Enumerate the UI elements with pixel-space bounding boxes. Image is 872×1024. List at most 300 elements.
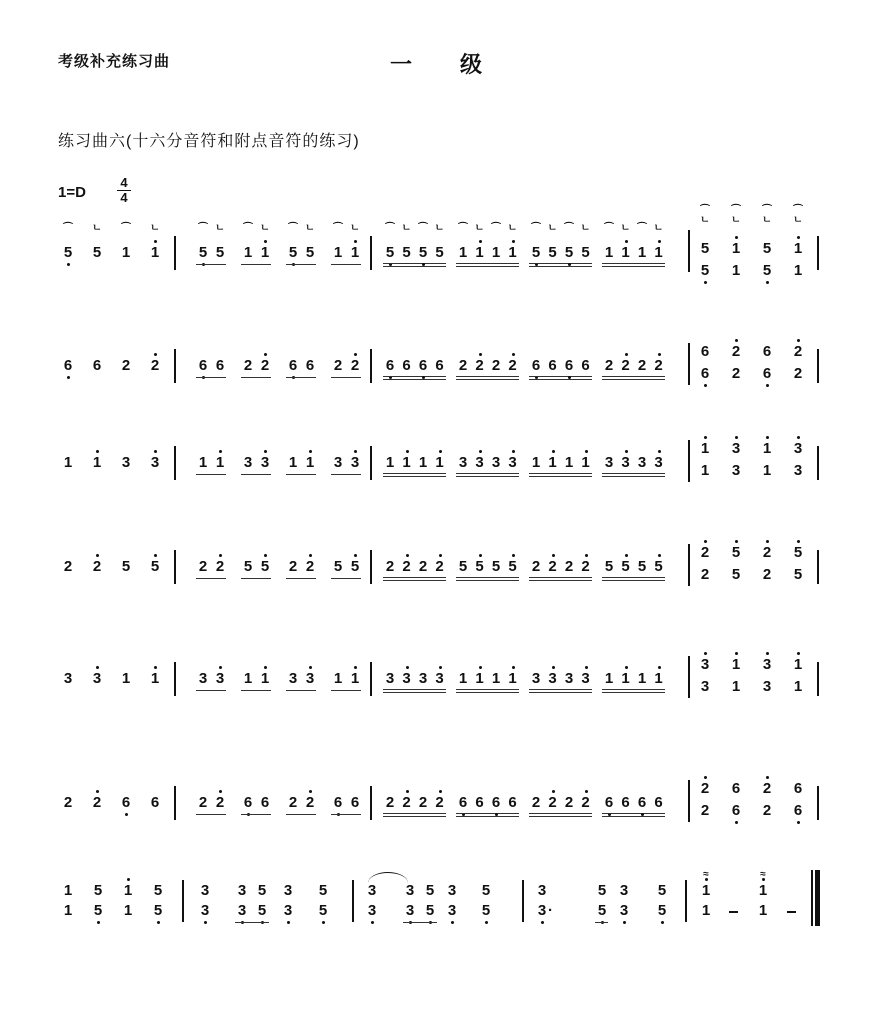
double-stop-lower: 2 xyxy=(762,566,772,583)
sixteenth-beam-2 xyxy=(529,580,592,581)
high-octave-dot xyxy=(766,776,769,779)
upper-voice-note: 5 xyxy=(153,882,163,899)
pluck-ornament-icon: ㄴ xyxy=(150,223,160,234)
high-octave-dot xyxy=(479,240,482,243)
sixteenth-beam-2 xyxy=(383,580,446,581)
pluck-ornament-icon: ㄴ xyxy=(474,223,485,234)
low-octave-dot xyxy=(371,921,374,924)
high-octave-dot xyxy=(354,240,357,243)
eighth-note: 1 xyxy=(198,454,208,471)
tie-arc xyxy=(368,872,408,883)
eighth-note: 2 xyxy=(288,558,298,575)
sixteenth-beam-2 xyxy=(383,692,446,693)
sixteenth-note: 2 xyxy=(458,357,468,374)
high-octave-dot xyxy=(309,666,312,669)
eighth-note: 1 xyxy=(243,244,253,261)
eighth-beam xyxy=(196,814,226,815)
quarter-note: 5 xyxy=(62,244,74,262)
high-octave-dot xyxy=(735,339,738,342)
sixteenth-beam-1 xyxy=(456,813,519,814)
high-octave-dot xyxy=(735,652,738,655)
double-stop-upper: 2 xyxy=(761,780,773,798)
high-octave-dot xyxy=(264,240,267,243)
bar-line xyxy=(817,349,819,383)
quarter-note: 1 xyxy=(121,244,131,261)
sixteenth-note: 2 xyxy=(547,794,559,812)
eighth-note: 2 xyxy=(333,357,343,374)
double-stop-upper: 5 xyxy=(762,240,772,257)
high-octave-dot xyxy=(552,450,555,453)
lower-voice-note: 5 xyxy=(480,902,492,920)
sixteenth-note: 2 xyxy=(604,357,614,374)
sixteenth-note: 5 xyxy=(653,558,665,576)
low-octave-dot xyxy=(766,384,769,387)
bar-line xyxy=(182,880,184,922)
bar-line xyxy=(817,446,819,480)
sixteenth-note: 2 xyxy=(564,558,574,575)
high-octave-dot xyxy=(512,240,515,243)
bar-line xyxy=(370,349,372,383)
bar-line xyxy=(688,780,690,822)
sixteenth-note: 1 xyxy=(620,670,632,688)
double-stop-upper: 1 xyxy=(730,656,742,674)
low-octave-dot xyxy=(495,813,498,816)
eighth-note: 1 xyxy=(214,454,226,472)
low-octave-dot xyxy=(766,281,769,284)
quarter-note: 2 xyxy=(121,357,131,374)
bar-line xyxy=(817,786,819,820)
sixteenth-note: 5 xyxy=(620,558,632,576)
sixteenth-note: 6 xyxy=(621,794,630,811)
hold-ornament-icon: ⌒ xyxy=(531,223,541,234)
double-stop-lower: 6 xyxy=(792,802,804,820)
lower-voice-note: 1 xyxy=(123,902,133,919)
quarter-note: 6 xyxy=(62,357,74,375)
low-octave-dot xyxy=(287,921,290,924)
high-octave-dot xyxy=(552,790,555,793)
eighth-note: 6 xyxy=(260,794,270,811)
sixteenth-note: 2 xyxy=(491,357,501,374)
high-octave-dot xyxy=(797,236,800,239)
sixteenth-beam-1 xyxy=(456,689,519,690)
bar-line xyxy=(370,786,372,820)
eighth-note: 5 xyxy=(259,558,271,576)
sixteenth-beam-2 xyxy=(602,476,665,477)
sixteenth-beam-1 xyxy=(602,813,665,814)
sixteenth-note: 3 xyxy=(653,454,665,472)
high-octave-dot xyxy=(552,666,555,669)
eighth-note: 6 xyxy=(197,357,209,375)
double-stop-lower: 1 xyxy=(700,462,710,479)
eighth-beam xyxy=(196,474,226,475)
high-octave-dot xyxy=(309,790,312,793)
bar-line xyxy=(688,656,690,698)
double-stop-lower: 3 xyxy=(793,462,803,479)
eighth-beam xyxy=(196,264,226,265)
sixteenth-note: 5 xyxy=(435,244,444,261)
sixteenth-note: 2 xyxy=(385,794,395,811)
upper-voice-note: 5 xyxy=(657,882,667,899)
lower-voice-note: 5 xyxy=(256,902,268,920)
double-stop-upper: 3 xyxy=(761,656,773,674)
high-octave-dot xyxy=(766,652,769,655)
hold-ornament-icon: ⌒ xyxy=(491,223,501,234)
double-stop-upper: 6 xyxy=(731,780,741,797)
sixteenth-note: 1 xyxy=(531,454,541,471)
high-octave-dot xyxy=(625,353,628,356)
bar-line xyxy=(688,230,690,272)
high-octave-dot xyxy=(797,652,800,655)
bar-line xyxy=(174,550,176,584)
sixteenth-beam-1 xyxy=(456,577,519,578)
quarter-note: 2 xyxy=(91,794,103,812)
low-octave-dot xyxy=(67,376,70,379)
upper-voice-note: 3 xyxy=(237,882,247,899)
eighth-beam xyxy=(196,690,226,691)
pluck-ornament-icon: ㄴ xyxy=(580,223,591,234)
high-octave-dot xyxy=(406,554,409,557)
low-octave-dot xyxy=(157,921,160,924)
lower-voice-note: 5 xyxy=(656,902,668,920)
sixteenth-beam-2 xyxy=(529,692,592,693)
double-stop-lower: 6 xyxy=(730,802,742,820)
sixteenth-beam-2 xyxy=(383,816,446,817)
tremolo-ornament-icon: ≈ xyxy=(760,869,766,880)
sixteenth-note: 3 xyxy=(491,454,501,471)
double-stop-lower: 2 xyxy=(762,802,772,819)
bar-line xyxy=(352,880,354,922)
sixteenth-note: 6 xyxy=(475,794,484,811)
eighth-note: 6 xyxy=(287,357,299,375)
sixteenth-note: 5 xyxy=(474,558,486,576)
sixteenth-note: 3 xyxy=(637,454,647,471)
eighth-note: 2 xyxy=(259,357,271,375)
double-stop-upper: 5 xyxy=(792,544,804,562)
double-stop-lower: 1 xyxy=(731,678,741,695)
eighth-beam xyxy=(403,922,437,923)
high-octave-dot xyxy=(127,878,130,881)
eighth-note: 1 xyxy=(349,670,361,688)
quarter-note: 3 xyxy=(149,454,161,472)
sixteenth-beam-1 xyxy=(602,263,665,264)
high-octave-dot xyxy=(354,450,357,453)
bar-line xyxy=(370,550,372,584)
sixteenth-beam-2 xyxy=(383,266,446,267)
eighth-note: 6 xyxy=(215,357,225,374)
upper-voice-note: 3 xyxy=(367,882,377,899)
pluck-ornament-icon: ㄴ xyxy=(653,223,664,234)
double-stop-lower: 5 xyxy=(699,262,711,280)
eighth-note: 1 xyxy=(288,454,298,471)
high-octave-dot xyxy=(439,790,442,793)
upper-voice-note: 3 xyxy=(619,882,629,899)
quarter-note: 1 xyxy=(91,454,103,472)
eighth-beam xyxy=(286,474,316,475)
double-stop-upper: 1 xyxy=(699,440,711,458)
sixteenth-note: 2 xyxy=(401,794,413,812)
high-octave-dot xyxy=(96,450,99,453)
sixteenth-note: 3 xyxy=(620,454,632,472)
double-stop-upper: 2 xyxy=(699,544,711,562)
sixteenth-note: 3 xyxy=(604,454,614,471)
eighth-beam xyxy=(331,814,361,815)
sixteenth-note: 2 xyxy=(401,558,413,576)
sixteenth-note: 2 xyxy=(637,357,647,374)
high-octave-dot xyxy=(658,554,661,557)
sixteenth-note: 1 xyxy=(620,244,632,262)
upper-voice-note: 5 xyxy=(481,882,491,899)
high-octave-dot xyxy=(735,236,738,239)
hold-ornament-icon: ⌒ xyxy=(564,223,574,234)
bar-line xyxy=(174,662,176,696)
upper-voice-note: 3 xyxy=(200,882,210,899)
bar-line xyxy=(174,786,176,820)
double-stop-lower: 5 xyxy=(761,262,773,280)
low-octave-dot xyxy=(568,263,571,266)
sixteenth-note: 2 xyxy=(385,558,395,575)
hold-pluck-ornament-icon: ⌒ㄴ xyxy=(731,205,741,226)
hold-ornament-icon: ⌒ xyxy=(63,223,73,234)
hold-pluck-ornament-icon: ⌒ㄴ xyxy=(762,205,772,226)
sixteenth-beam-2 xyxy=(456,816,519,817)
high-octave-dot xyxy=(439,450,442,453)
lower-voice-note: 5 xyxy=(596,902,608,920)
high-octave-dot xyxy=(479,450,482,453)
sixteenth-beam-1 xyxy=(456,473,519,474)
lower-voice-note: 3 xyxy=(446,902,458,920)
eighth-beam xyxy=(595,922,608,923)
sixteenth-note: 3 xyxy=(474,454,486,472)
sixteenth-note: 2 xyxy=(531,794,541,811)
upper-voice-note: 5 xyxy=(597,882,607,899)
eighth-note: 3 xyxy=(243,454,253,471)
high-octave-dot xyxy=(658,353,661,356)
bar-line xyxy=(174,446,176,480)
double-stop-lower: 2 xyxy=(700,566,710,583)
lower-voice-note: 1 xyxy=(63,902,73,919)
sixteenth-note: 5 xyxy=(458,558,468,575)
eighth-note: 2 xyxy=(214,558,226,576)
sixteenth-note: 1 xyxy=(434,454,446,472)
sixteenth-note: 6 xyxy=(636,794,648,812)
high-octave-dot xyxy=(96,666,99,669)
hold-ornament-icon: ⌒ xyxy=(198,223,208,234)
high-octave-dot xyxy=(154,666,157,669)
double-stop-upper: 2 xyxy=(792,343,804,361)
sixteenth-note: 2 xyxy=(580,794,592,812)
eighth-beam xyxy=(196,578,226,579)
high-octave-dot xyxy=(735,540,738,543)
hold-ornament-icon: ⌒ xyxy=(288,223,298,234)
eighth-note: 1 xyxy=(259,244,271,262)
low-octave-dot xyxy=(641,813,644,816)
low-octave-dot xyxy=(125,813,128,816)
double-stop-upper: 1 xyxy=(761,440,773,458)
double-stop-lower: 5 xyxy=(793,566,803,583)
pluck-ornament-icon: ㄴ xyxy=(401,223,412,234)
high-octave-dot xyxy=(354,666,357,669)
eighth-note: 5 xyxy=(197,244,209,262)
eighth-note: 6 xyxy=(305,357,315,374)
eighth-beam xyxy=(331,377,361,378)
high-octave-dot xyxy=(625,240,628,243)
double-stop-upper: 1 xyxy=(792,656,804,674)
eighth-note: 5 xyxy=(215,244,225,261)
sixteenth-note: 6 xyxy=(508,794,517,811)
double-stop-lower: 1 xyxy=(731,262,741,279)
pluck-ornament-icon: ㄴ xyxy=(350,223,360,234)
sixteenth-beam-1 xyxy=(529,376,592,377)
tremolo-ornament-icon: ≈ xyxy=(703,869,709,880)
high-octave-dot xyxy=(219,666,222,669)
eighth-beam xyxy=(286,578,316,579)
low-octave-dot xyxy=(204,921,207,924)
sixteenth-note: 1 xyxy=(580,454,592,472)
bar-line xyxy=(174,349,176,383)
eighth-note: 2 xyxy=(243,357,253,374)
hold-ornament-icon: ⌒ xyxy=(243,223,253,234)
sixteenth-beam-2 xyxy=(602,692,665,693)
high-octave-dot xyxy=(96,554,99,557)
sixteenth-beam-1 xyxy=(383,813,446,814)
sixteenth-beam-2 xyxy=(456,476,519,477)
eighth-beam xyxy=(331,578,361,579)
hold-ornament-icon: ⌒ xyxy=(385,223,395,234)
high-octave-dot xyxy=(309,554,312,557)
high-octave-dot xyxy=(406,666,409,669)
double-stop-upper: 2 xyxy=(699,780,711,798)
sixteenth-note: 2 xyxy=(418,794,428,811)
quarter-note: 1 xyxy=(149,244,161,262)
low-octave-dot xyxy=(541,921,544,924)
hold-ornament-icon: ⌒ xyxy=(121,223,131,234)
low-octave-dot xyxy=(422,263,425,266)
pluck-ornament-icon: ㄴ xyxy=(260,223,270,234)
upper-voice-note: 1 xyxy=(63,882,73,899)
eighth-beam xyxy=(241,814,271,815)
sixteenth-note: 6 xyxy=(490,794,502,812)
eighth-note: 1 xyxy=(243,670,253,687)
bar-line xyxy=(688,544,690,586)
high-octave-dot xyxy=(797,540,800,543)
high-octave-dot xyxy=(479,666,482,669)
hold-ornament-icon: ⌒ xyxy=(637,223,647,234)
double-stop-lower: 5 xyxy=(731,566,741,583)
sixteenth-note: 6 xyxy=(530,357,542,375)
sixteenth-beam-1 xyxy=(383,473,446,474)
sustain-dash xyxy=(729,911,738,913)
high-octave-dot xyxy=(96,790,99,793)
high-octave-dot xyxy=(552,554,555,557)
sixteenth-note: 1 xyxy=(385,454,395,471)
sixteenth-beam-2 xyxy=(456,692,519,693)
sixteenth-note: 1 xyxy=(401,454,413,472)
sixteenth-note: 1 xyxy=(491,670,501,687)
double-stop-upper: 5 xyxy=(700,240,710,257)
sixteenth-beam-2 xyxy=(602,379,665,380)
upper-voice-note: 3 xyxy=(447,882,457,899)
eighth-note: 2 xyxy=(288,794,298,811)
quarter-note: 6 xyxy=(150,794,160,811)
pluck-ornament-icon: ㄴ xyxy=(305,223,315,234)
eighth-note: 2 xyxy=(198,558,208,575)
sixteenth-beam-1 xyxy=(383,689,446,690)
time-denominator: 4 xyxy=(120,190,128,205)
double-stop-upper: 6 xyxy=(793,780,803,797)
high-octave-dot xyxy=(154,353,157,356)
eighth-note: 1 xyxy=(333,244,343,261)
sixteenth-beam-1 xyxy=(602,473,665,474)
sixteenth-beam-2 xyxy=(602,816,665,817)
time-numerator: 4 xyxy=(117,176,131,191)
eighth-note: 1 xyxy=(333,670,343,687)
high-octave-dot xyxy=(797,436,800,439)
sixteenth-note: 3 xyxy=(385,670,395,687)
high-octave-dot xyxy=(585,790,588,793)
quarter-note: 6 xyxy=(120,794,132,812)
sixteenth-note: 3 xyxy=(434,670,446,688)
sixteenth-beam-2 xyxy=(529,476,592,477)
eighth-note: 3 xyxy=(288,670,298,687)
eighth-note: 2 xyxy=(214,794,226,812)
lower-voice-note: 1 xyxy=(701,902,711,919)
low-octave-dot xyxy=(704,281,707,284)
eighth-note: 6 xyxy=(332,794,344,812)
upper-voice-note: 3 xyxy=(405,882,415,899)
hold-ornament-icon: ⌒ xyxy=(333,223,343,234)
upper-voice-note: 5 xyxy=(318,882,328,899)
double-stop-lower: 1 xyxy=(793,678,803,695)
key-signature: 1=D xyxy=(58,184,86,201)
bar-line xyxy=(817,236,819,270)
high-octave-dot xyxy=(585,666,588,669)
low-octave-dot xyxy=(735,821,738,824)
sixteenth-beam-2 xyxy=(383,379,446,380)
high-octave-dot xyxy=(309,450,312,453)
hold-ornament-icon: ⌒ xyxy=(604,223,614,234)
high-octave-dot xyxy=(735,436,738,439)
sixteenth-beam-2 xyxy=(456,266,519,267)
pluck-ornament-icon: ㄴ xyxy=(620,223,631,234)
sixteenth-note: 2 xyxy=(564,794,574,811)
high-octave-dot xyxy=(797,339,800,342)
piece-title: 练习曲六(十六分音符和附点音符的练习) xyxy=(58,133,360,150)
double-stop-lower: 1 xyxy=(762,462,772,479)
time-signature xyxy=(117,176,131,205)
sustain-dash xyxy=(787,911,796,913)
high-octave-dot xyxy=(354,554,357,557)
high-octave-dot xyxy=(704,436,707,439)
double-stop-upper: 3 xyxy=(792,440,804,458)
sixteenth-note: 2 xyxy=(531,558,541,575)
sixteenth-note: 1 xyxy=(458,670,468,687)
eighth-note: 5 xyxy=(243,558,253,575)
quarter-note: 5 xyxy=(92,244,102,261)
lower-voice-note: 3 xyxy=(618,902,630,920)
eighth-beam xyxy=(241,264,271,265)
double-stop-upper: 6 xyxy=(762,343,772,360)
header-series-title: 考级补充练习曲 xyxy=(58,53,171,70)
high-octave-dot xyxy=(219,554,222,557)
double-stop-upper: 5 xyxy=(730,544,742,562)
lower-voice-note: 3 · xyxy=(536,902,548,920)
high-octave-dot xyxy=(219,790,222,793)
sixteenth-note: 2 xyxy=(434,794,446,812)
high-octave-dot xyxy=(154,554,157,557)
pluck-ornament-icon: ㄴ xyxy=(507,223,518,234)
sixteenth-beam-1 xyxy=(529,263,592,264)
sixteenth-note: 2 xyxy=(434,558,446,576)
